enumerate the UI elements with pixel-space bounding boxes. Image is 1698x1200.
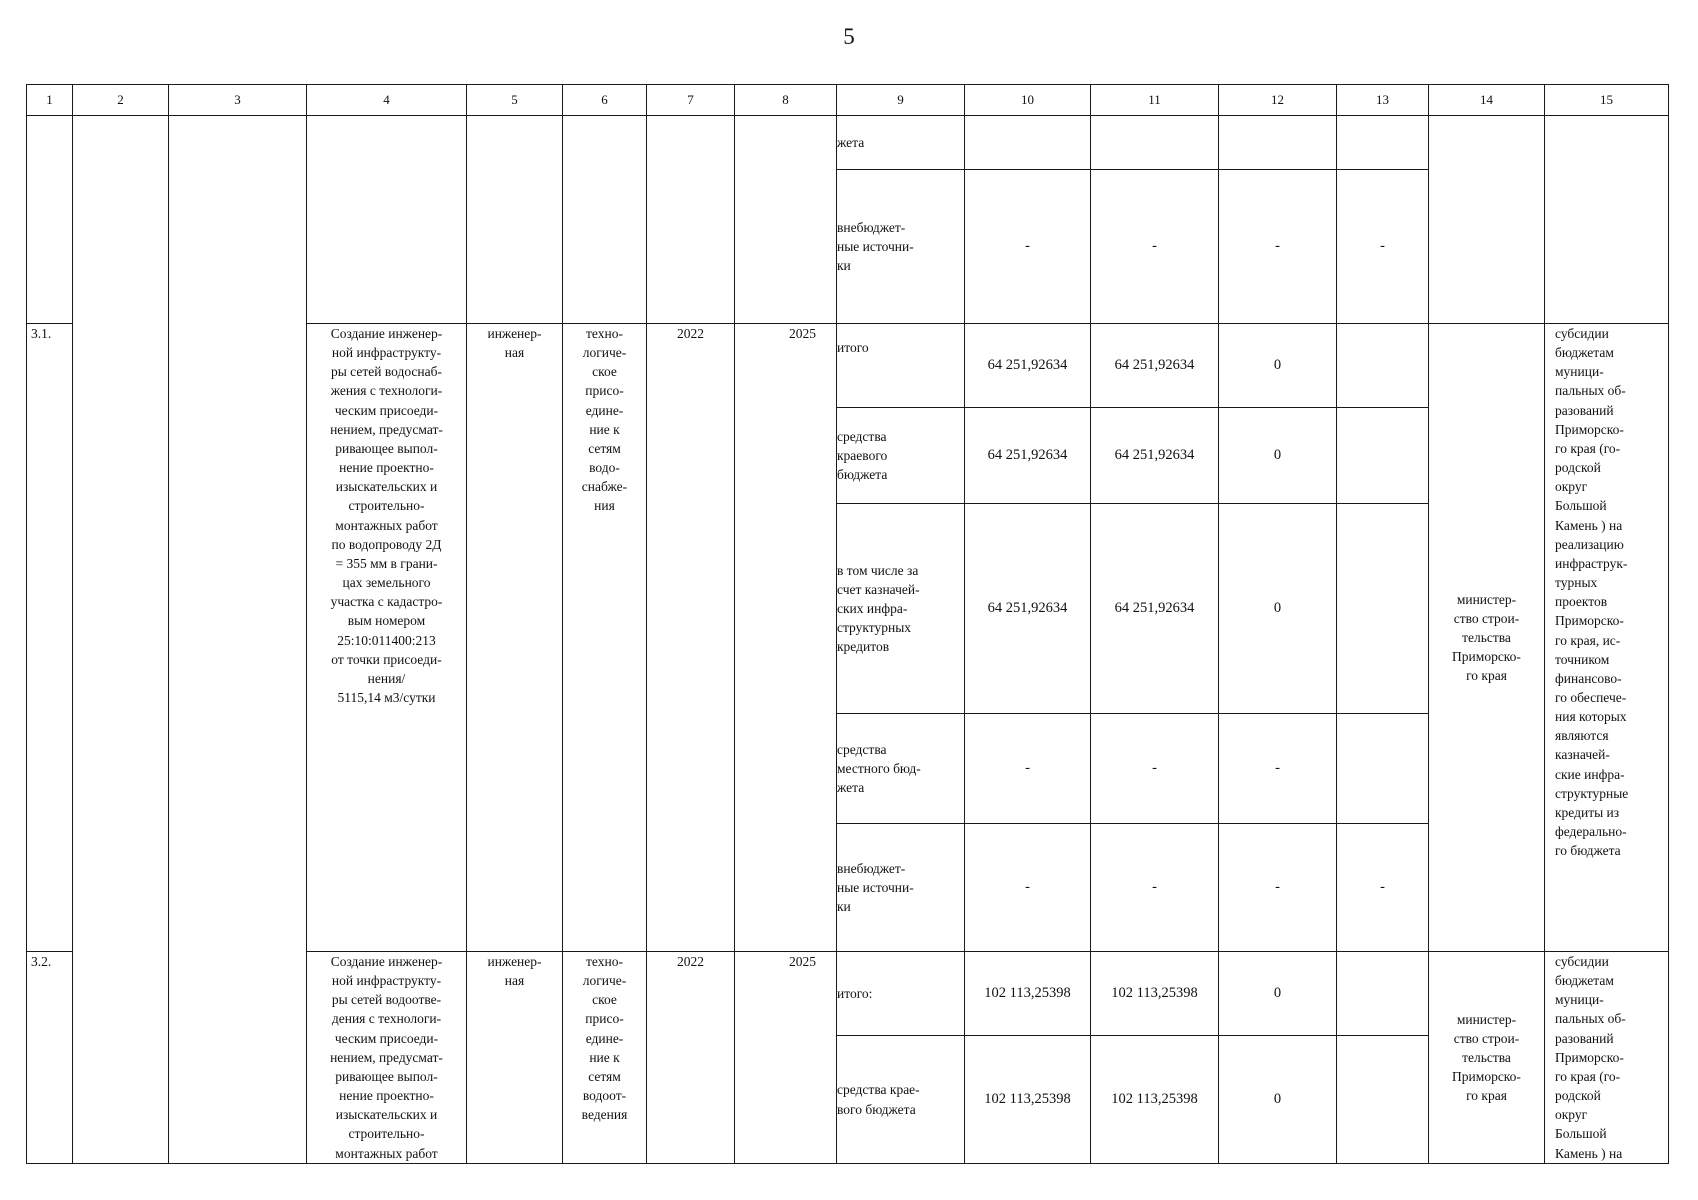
column-number-row	[27, 85, 1669, 116]
cell-source: итого	[837, 324, 965, 408]
cell-value: 102 113,25398	[1091, 952, 1219, 1036]
cell-value: 64 251,92634	[965, 324, 1091, 408]
cell-value	[1091, 116, 1219, 170]
cell-value: 0	[1219, 504, 1337, 714]
cell-type	[467, 116, 563, 324]
cell-value: 102 113,25398	[965, 1036, 1091, 1164]
cell-value: 0	[1219, 408, 1337, 504]
cell-value: -	[1091, 170, 1219, 324]
cell-year-end: 2025	[735, 324, 837, 952]
cell-source: средства краевого бюджета	[837, 408, 965, 504]
cell-source: средства крае- вого бюджета	[837, 1036, 965, 1164]
cell-source: жета	[837, 116, 965, 170]
column-number: 12	[1219, 85, 1337, 116]
cell-number: 3.1.	[27, 324, 73, 952]
cell-value: 0	[1219, 1036, 1337, 1164]
column-number: 10	[965, 85, 1091, 116]
column-number: 5	[467, 85, 563, 116]
cell-value	[1337, 714, 1429, 824]
cell-value: -	[1219, 714, 1337, 824]
cell-value: 64 251,92634	[1091, 504, 1219, 714]
cell-purpose	[563, 116, 647, 324]
cell-value: 102 113,25398	[1091, 1036, 1219, 1164]
cell-executor: министер- ство строи- тельства Приморско- го края	[1429, 324, 1545, 952]
cell-number: 3.2.	[27, 952, 73, 1164]
cell-source: средства местного бюд- жета	[837, 714, 965, 824]
column-number: 8	[735, 85, 837, 116]
column-number: 13	[1337, 85, 1429, 116]
cell-value: -	[1337, 170, 1429, 324]
cell-col3	[169, 116, 307, 1164]
cell-value: 64 251,92634	[965, 408, 1091, 504]
cell-year-start	[647, 116, 735, 324]
cell-purpose: техно- логиче- ское присо- едине- ние к сетям водо- снабже- ния	[563, 324, 647, 952]
cell-value: -	[1091, 824, 1219, 952]
cell-note: субсидии бюджетам муници- пальных об- разований Приморско- го края (го- родской округ Большой Камень ) на реализацию инфраструк- турных проектов Приморско- го края, ис- точником финансово- го обеспече- ния которых являются казначей- ские инфра- структурные кредиты из федерально- го бюджета	[1545, 324, 1669, 952]
cell-value: -	[965, 824, 1091, 952]
cell-name: Создание инженер- ной инфраструкту- ры сетей водоснаб- жения с технологи- ческим присоеди- нением, предусмат- ривающее выпол- нение проектно- изыскательских и строительно- монтажных работ по водопроводу 2Д = 355 мм в грани- цах земельного участка с кадастро- вым номером 25:10:011400:213 от точки присоеди- нения/ 5115,14 м3/сутки	[307, 324, 467, 952]
cell-value: 64 251,92634	[965, 504, 1091, 714]
cell-source: внебюджет- ные источни- ки	[837, 824, 965, 952]
cell-source: внебюджет- ные источни- ки	[837, 170, 965, 324]
column-number: 14	[1429, 85, 1545, 116]
column-number: 1	[27, 85, 73, 116]
cell-executor	[1429, 116, 1545, 324]
cell-col2	[73, 116, 169, 1164]
column-number: 4	[307, 85, 467, 116]
cell-value: -	[1337, 824, 1429, 952]
column-number: 6	[563, 85, 647, 116]
cell-value: -	[965, 714, 1091, 824]
cell-year-end	[735, 116, 837, 324]
column-number: 11	[1091, 85, 1219, 116]
cell-value: 64 251,92634	[1091, 324, 1219, 408]
cell-purpose: техно- логиче- ское присо- едине- ние к сетям водоот- ведения	[563, 952, 647, 1164]
cell-year-start: 2022	[647, 324, 735, 952]
cell-note: субсидии бюджетам муници- пальных об- разований Приморско- го края (го- родской округ Большой Камень ) на	[1545, 952, 1669, 1164]
cell-value: -	[1219, 824, 1337, 952]
cell-value	[1337, 408, 1429, 504]
cell-source: итого:	[837, 952, 965, 1036]
cell-year-end: 2025	[735, 952, 837, 1164]
cell-value	[1337, 504, 1429, 714]
cell-value: 0	[1219, 324, 1337, 408]
cell-value	[1337, 324, 1429, 408]
cell-note	[1545, 116, 1669, 324]
cell-value	[1337, 116, 1429, 170]
table-row	[27, 116, 1669, 170]
cell-value: -	[965, 170, 1091, 324]
cell-value	[1337, 952, 1429, 1036]
cell-value: -	[1219, 170, 1337, 324]
cell-year-start: 2022	[647, 952, 735, 1164]
cell-number	[27, 116, 73, 324]
column-number: 15	[1545, 85, 1669, 116]
column-number: 2	[73, 85, 169, 116]
column-number: 3	[169, 85, 307, 116]
column-number: 7	[647, 85, 735, 116]
cell-value: 64 251,92634	[1091, 408, 1219, 504]
cell-type: инженер- ная	[467, 324, 563, 952]
cell-value: -	[1091, 714, 1219, 824]
cell-type: инженер- ная	[467, 952, 563, 1164]
cell-source: в том числе за счет казначей- ских инфра- структурных кредитов	[837, 504, 965, 714]
column-number: 9	[837, 85, 965, 116]
cell-name	[307, 116, 467, 324]
cell-executor: министер- ство строи- тельства Приморско- го края	[1429, 952, 1545, 1164]
cell-value: 0	[1219, 952, 1337, 1036]
page-number: 5	[843, 24, 855, 49]
cell-value: 102 113,25398	[965, 952, 1091, 1036]
cell-value	[1219, 116, 1337, 170]
cell-name: Создание инженер- ной инфраструкту- ры сетей водоотве- дения с технологи- ческим присоеди- нением, предусмат- ривающее выпол- нение проектно- изыскательских и строительно- монтажных работ	[307, 952, 467, 1164]
financing-table	[26, 84, 1669, 1164]
cell-value	[965, 116, 1091, 170]
cell-value	[1337, 1036, 1429, 1164]
